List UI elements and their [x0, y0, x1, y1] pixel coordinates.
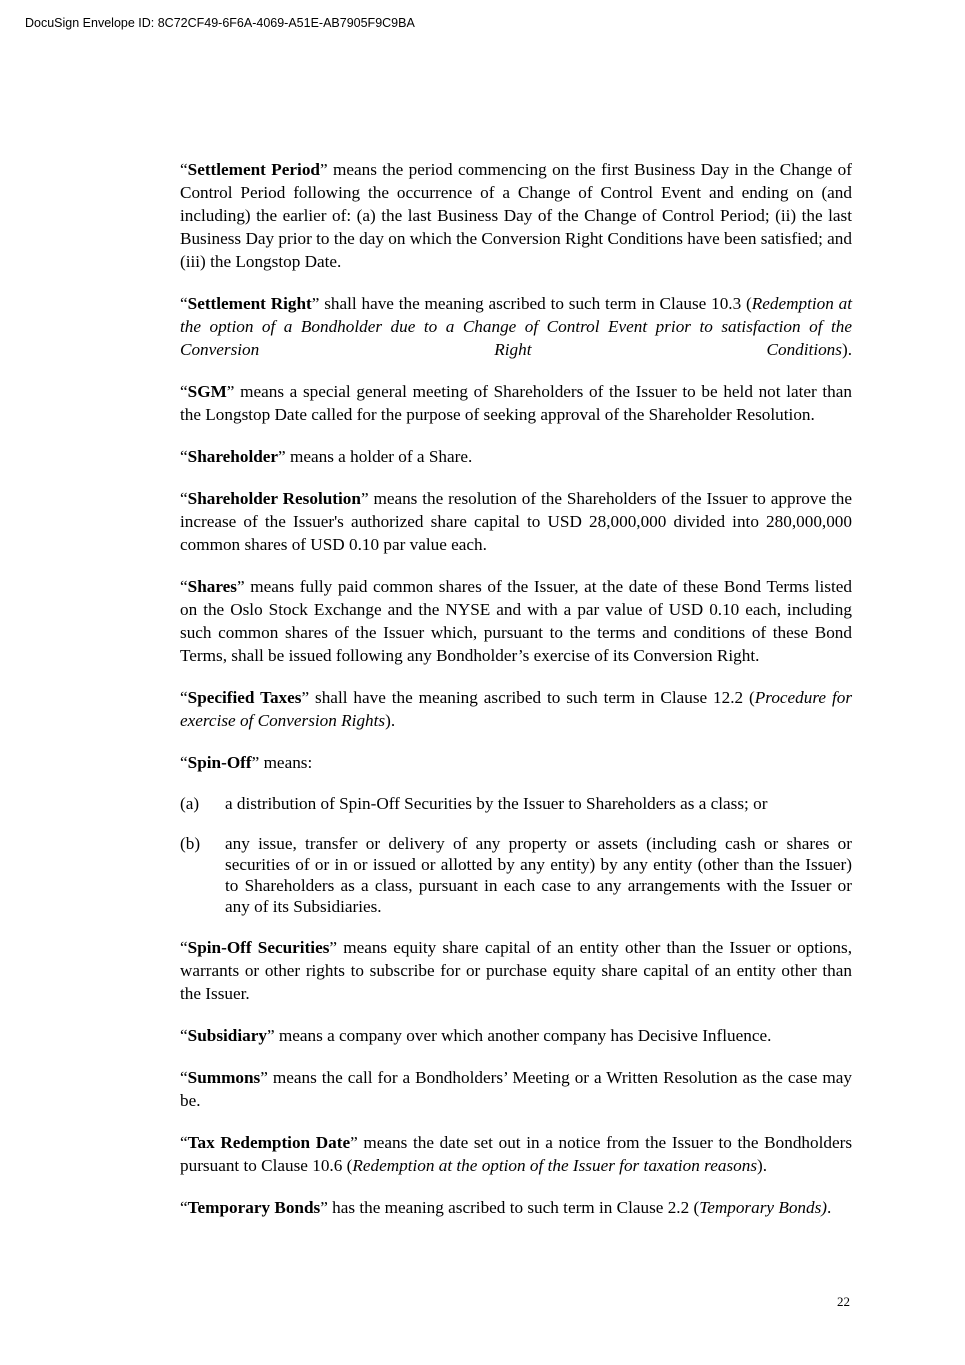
definitions-section: [180, 158, 852, 1238]
definition-tax-redemption-date: “Tax Redemption Date” means the date set out in a notice from the Issuer to the Bondholders pursuant to Clause 10.6 (Redemption at the option of the Issuer for taxation reasons).: [180, 1133, 853, 1175]
definition-spin-off-securities: “Spin-Off Securities” means equity share capital of an entity other than the Issuer or options, warrants or other rights to subscribe for or purchase equity share capital of an entity other than the Issuer.: [180, 938, 852, 1003]
definition-settlement-right: “Settlement Right” shall have the meaning ascribed to such term in Clause 10.3 (Redemption at the option of a Bondholder due to a Change of Control Event prior to satisfaction of the Conversion Right Conditions).: [180, 294, 853, 359]
item-label: (a): [180, 794, 200, 813]
definition-subsidiary: “Subsidiary” means a company over which another company has Decisive Influence.: [180, 1026, 772, 1045]
definition-term: Subsidiary: [187, 1026, 267, 1045]
definition-sgm: “SGM” means a special general meeting of Shareholders of the Issuer to be held not later than the Longstop Date called for the purpose of seeking approval of the Shareholder Resolution.: [180, 382, 852, 424]
clause-reference: Redemption at the option of a Bondholder due to a Change of Control Event prior to satisfaction of the Conversion Right Conditions: [180, 294, 853, 359]
clause-reference: Temporary Bonds): [699, 1198, 828, 1217]
definition-term: Spin-Off Securities: [187, 938, 330, 957]
definition-term: Spin-Off: [187, 753, 252, 772]
definition-spin-off: “Spin-Off” means:: [180, 753, 313, 772]
item-label: (b): [180, 834, 201, 853]
definition-shareholder-resolution: “Shareholder Resolution” means the resolution of the Shareholders of the Issuer to approve the increase of the Issuer's authorized share capital to USD 28,000,000 divided into 280,000,000 common shares of USD 0.10 par value each.: [180, 489, 852, 554]
definition-term: Shareholder Resolution: [187, 489, 361, 508]
spin-off-item-a: [180, 793, 852, 814]
clause-reference: Redemption at the option of the Issuer for taxation reasons: [352, 1156, 758, 1175]
definition-specified-taxes: “Specified Taxes” shall have the meaning ascribed to such term in Clause 12.2 (Procedure for exercise of Conversion Rights).: [180, 688, 853, 730]
definition-term: Shares: [187, 577, 237, 596]
item-text: any issue, transfer or delivery of any property or assets (including cash or shares or securities of or in or issued or allotted by any entity) by any entity (other than the Issuer) to Shareholders as a class, pursuant in each case to any arrangements with the Issuer or any of its Subsidiaries.: [225, 834, 852, 916]
definition-term: Settlement Period: [187, 160, 320, 179]
page-number: 22: [837, 1294, 850, 1309]
docusign-envelope-id: DocuSign Envelope ID: 8C72CF49-6F6A-4069-A51E-AB7905F9C9BA: [25, 16, 415, 30]
definition-term: Summons: [187, 1068, 261, 1087]
definition-term: Specified Taxes: [187, 688, 302, 707]
definition-term: Shareholder: [187, 447, 279, 466]
definition-shares: “Shares” means fully paid common shares of the Issuer, at the date of these Bond Terms listed on the Oslo Stock Exchange and the NYSE and with a par value of USD 0.10 each, including such common shares of the Issuer which, pursuant to the terms and conditions of these Bond Terms, shall be issued following any Bondholder’s exercise of its Conversion Right.: [180, 577, 852, 665]
definition-shareholder: “Shareholder” means a holder of a Share.: [180, 447, 473, 466]
definition-term: Tax Redemption Date: [187, 1133, 351, 1152]
definition-term: SGM: [187, 382, 227, 401]
clause-reference: Procedure for exercise of Conversion Rights: [180, 688, 853, 730]
spin-off-item-b: [180, 833, 852, 917]
item-text: a distribution of Spin-Off Securities by the Issuer to Shareholders as a class; or: [225, 794, 768, 813]
definition-temporary-bonds: “Temporary Bonds” has the meaning ascribed to such term in Clause 2.2 (Temporary Bonds).: [180, 1198, 832, 1217]
definition-settlement-period: “Settlement Period” means the period commencing on the first Business Day in the Change of Control Period following the occurrence of a Change of Control Event and ending on (and including) the earlier of: (a) the last Business Day of the Change of Control Period; (ii) the last Business Day prior to the day on which the Conversion Right Conditions have been satisfied; and (iii) the Longstop Date.: [180, 160, 852, 271]
definition-summons: “Summons” means the call for a Bondholders’ Meeting or a Written Resolution as the case may be.: [180, 1068, 852, 1110]
definition-term: Temporary Bonds: [187, 1198, 321, 1217]
definition-term: Settlement Right: [187, 294, 312, 313]
